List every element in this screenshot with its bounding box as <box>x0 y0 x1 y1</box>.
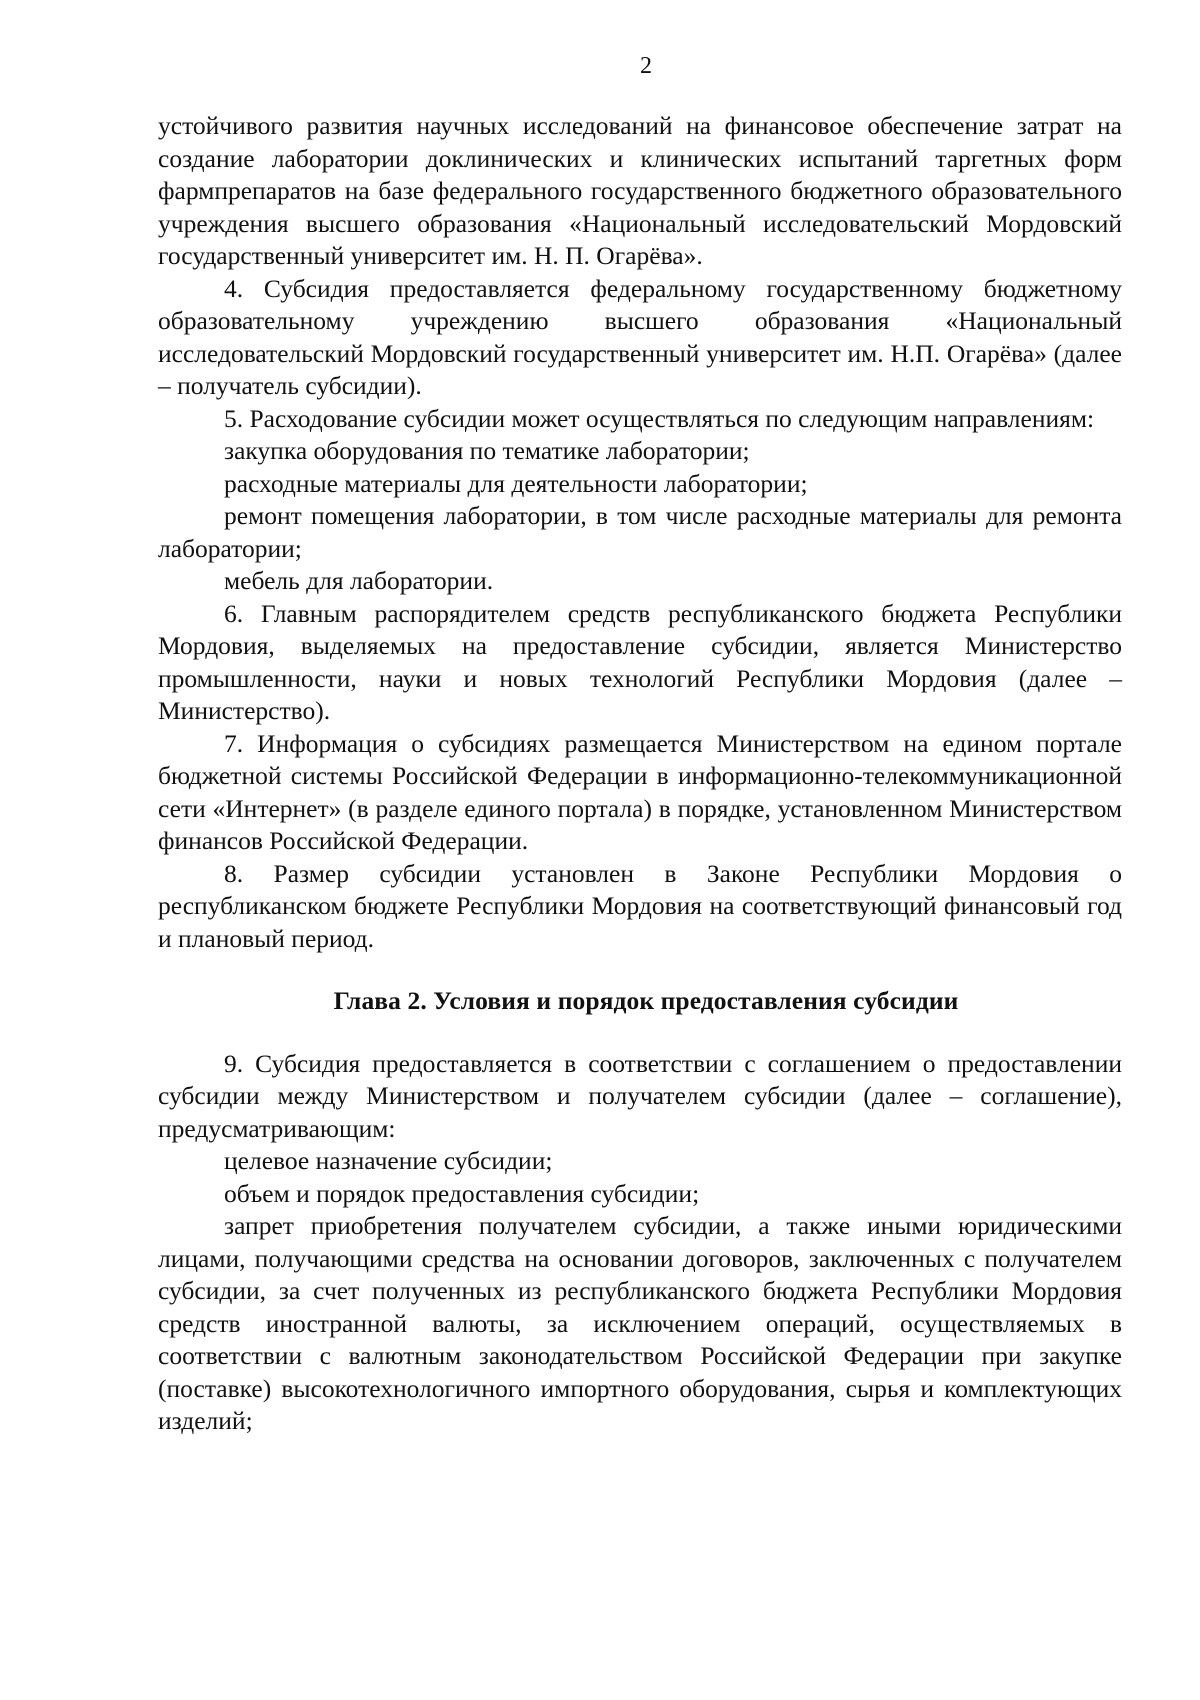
paragraph-5: 5. Расходование субсидии может осуществляться по следующим направлениям: <box>224 403 1095 433</box>
paragraph-8: 8. Размер субсидии установлен в Законе Республики Мордовия о республиканском бюджете Республики Мордовия на соответствующий финансовый год и плановый период. <box>158 858 1122 953</box>
list-item-volume: объем и порядок предоставления субсидии; <box>224 1178 700 1208</box>
list-item-equipment: закупка оборудования по тематике лаборатории; <box>224 436 750 465</box>
list-item-currency-ban: запрет приобретения получателем субсидии, а также иными юридическими лицами, получающими средства на основании договоров, заключенных с получателем субсидии, за счет полученных из республиканского бюджета Республики Мордовия средств иностранной валюты, за исключением операций, осуществляемых в соответствии с валютным законодательством Российской Федерации при закупке (поставке) высокотехнологичного импортного оборудования, сырья и комплектующих изделий; <box>158 1211 1122 1435</box>
list-item-purpose: целевое назначение субсидии; <box>224 1146 553 1175</box>
paragraph-9: 9. Субсидия предоставляется в соответствии с соглашением о предоставлении субсидии между Министерством и получателем субсидии (далее – соглашение), предусматривающим: <box>158 1048 1122 1143</box>
paragraph-7: 7. Информация о субсидиях размещается Министерством на едином портале бюджетной системы Российской Федерации в информационно-телекоммуникационной сети «Интернет» (в разделе единого портала) в порядке, установленном Министерством финансов Российской Федерации. <box>158 728 1122 855</box>
paragraph-6: 6. Главным распорядителем средств республиканского бюджета Республики Мордовия, выделяемых на предоставление субсидии, является Министерство промышленности, науки и новых технологий Республики Мордовия (далее – Министерство). <box>158 598 1122 725</box>
paragraph-4: 4. Субсидия предоставляется федеральному государственному бюджетному образовательному учреждению высшего образования «Национальный исследовательский Мордовский государственный университет им. Н.П. Огарёва» (далее – получатель субсидии). <box>158 273 1122 400</box>
paragraph-3-continuation: устойчивого развития научных исследований на финансовое обеспечение затрат на создание лаборатории доклинических и клинических испытаний таргетных форм фармпрепаратов на базе федерального государственного бюджетного образовательного учреждения высшего образования «Национальный исследовательский Мордовский государственный университет им. Н. П. Огарёва». <box>158 111 1122 270</box>
page-number: 2 <box>640 53 652 79</box>
chapter-heading: Глава 2. Условия и порядок предоставления субсидии <box>333 986 959 1015</box>
list-item-repair: ремонт помещения лаборатории, в том числе расходные материалы для ремонта лаборатории; <box>158 501 1122 563</box>
list-item-furniture: мебель для лаборатории. <box>224 566 494 595</box>
list-item-materials: расходные материалы для деятельности лаборатории; <box>224 468 808 498</box>
